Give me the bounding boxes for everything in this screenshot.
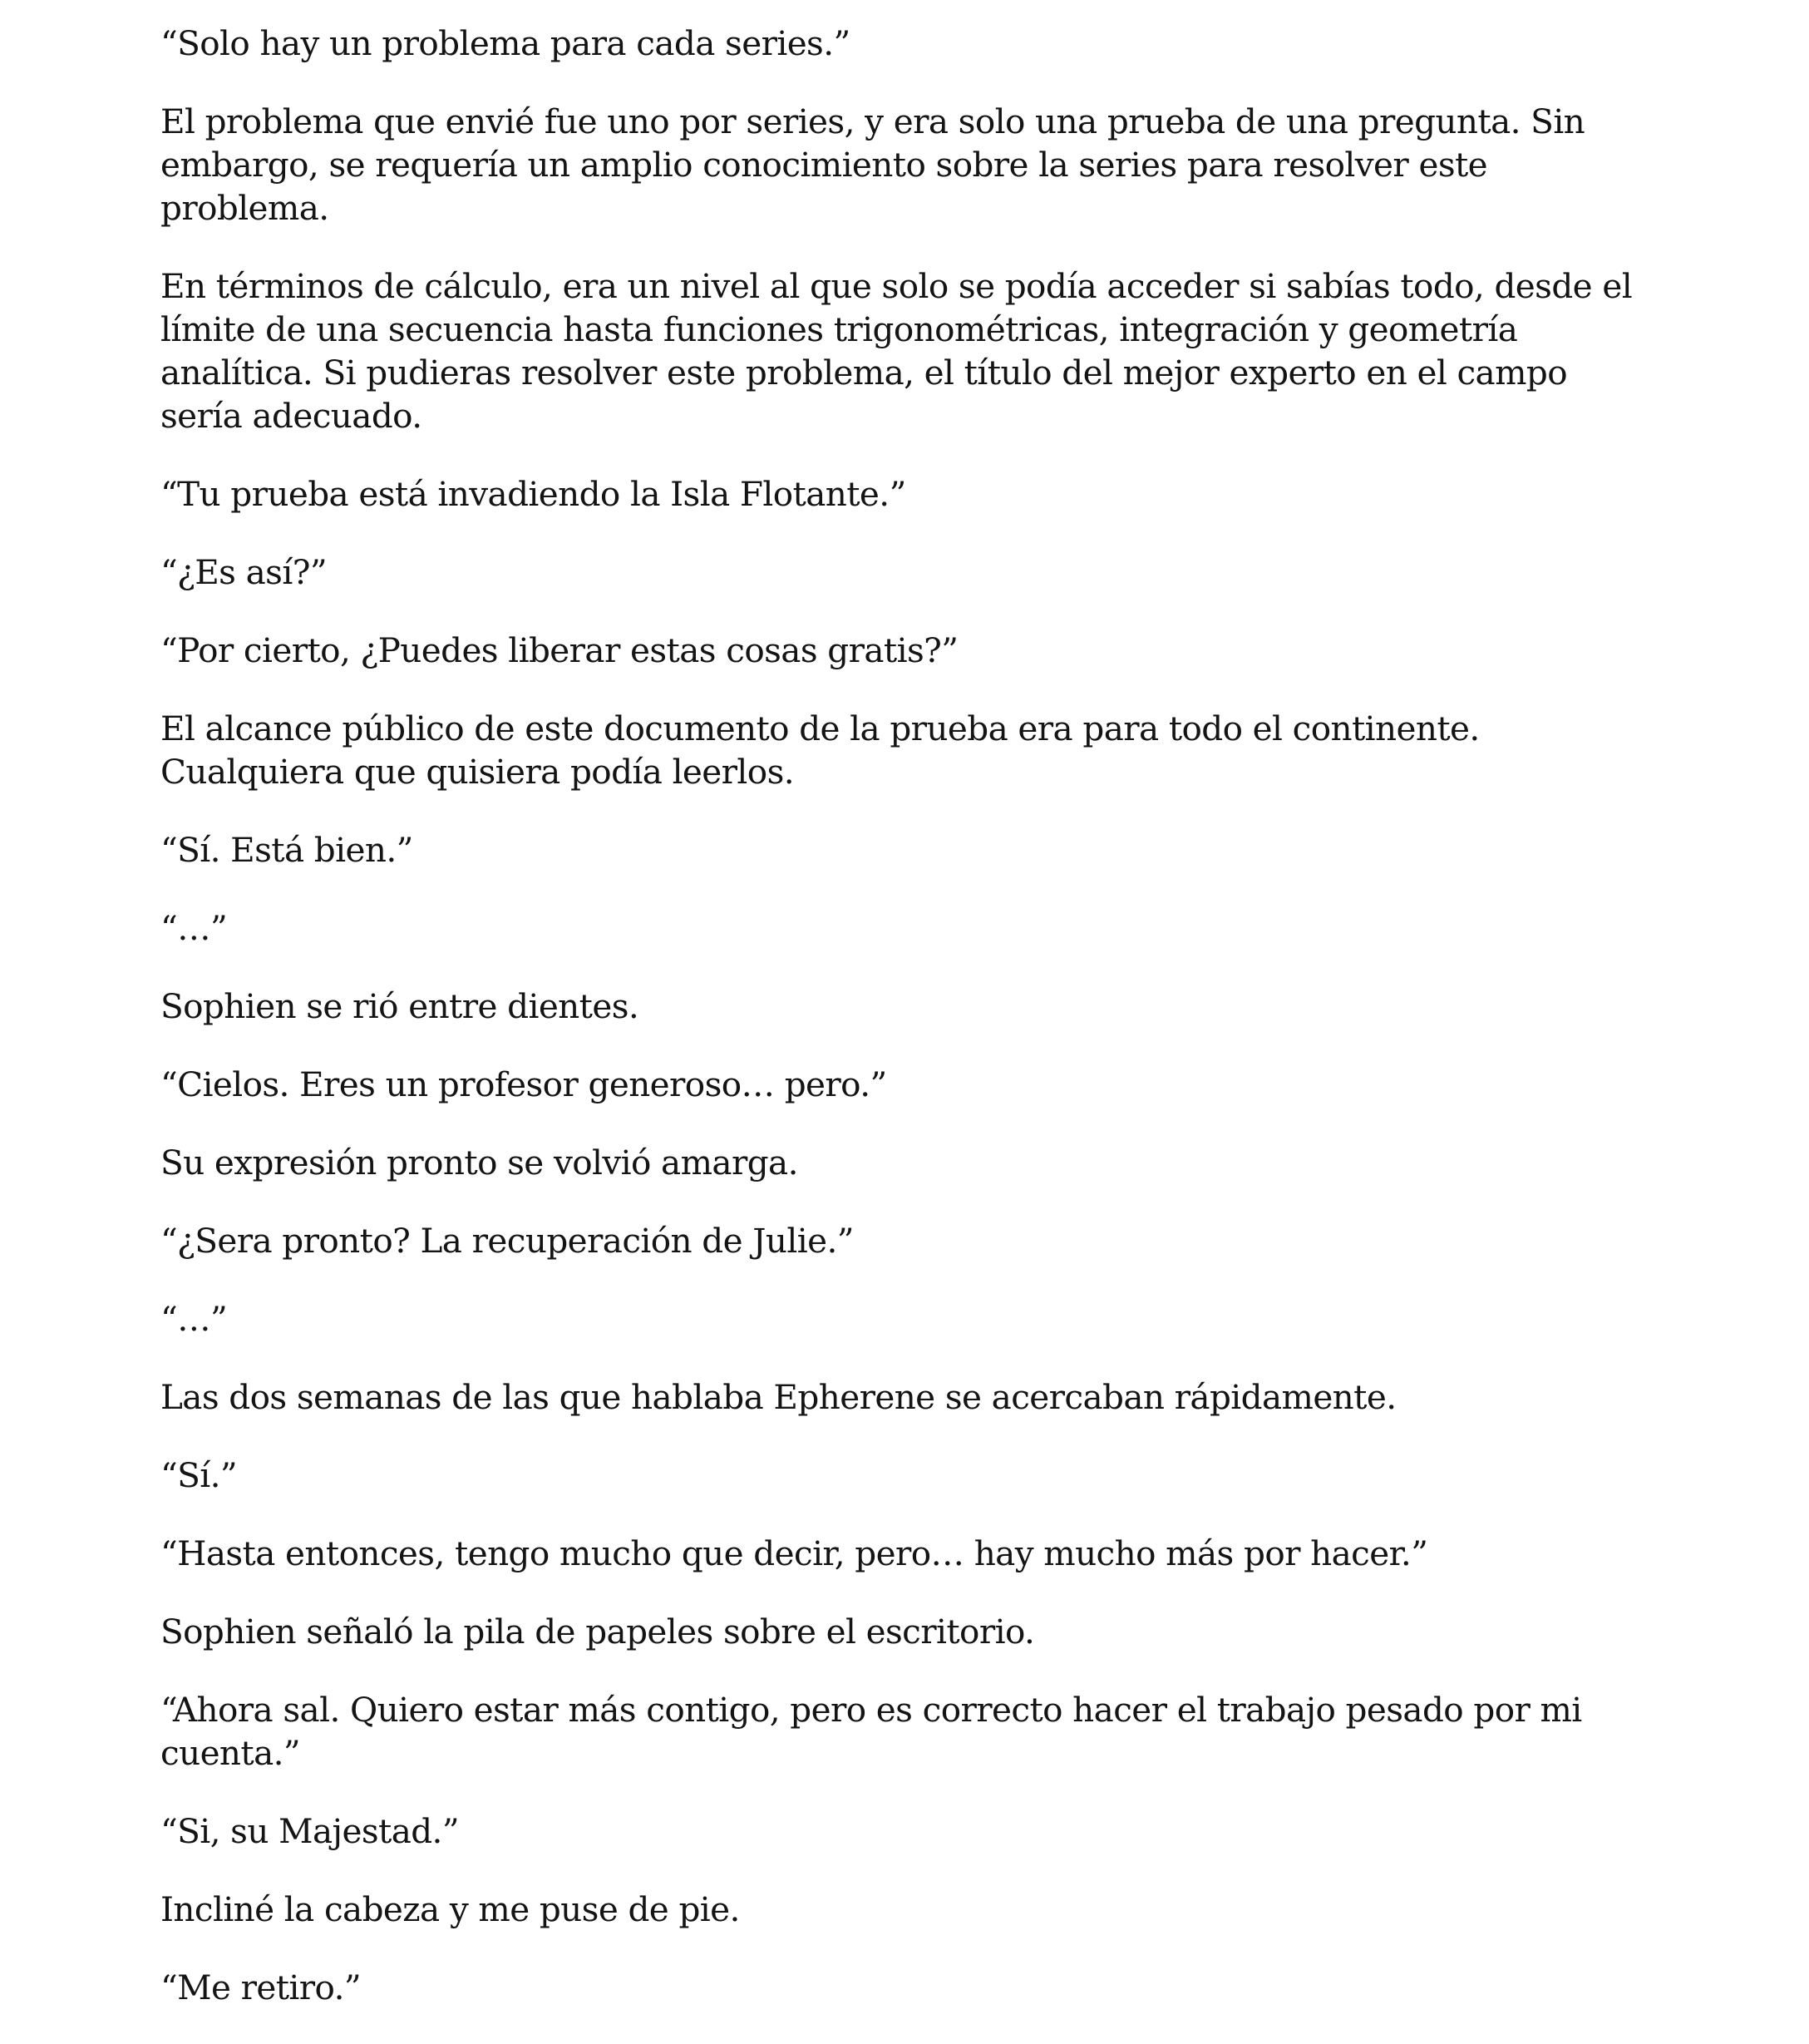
paragraph: “…” — [160, 908, 228, 948]
paragraph: El alcance público de este documento de la prueba era para todo el continente. Cualquiera que quisiera podía leerlos. — [160, 708, 1480, 792]
paragraph: Sophien se rió entre dientes. — [160, 986, 639, 1026]
paragraph: “Tu prueba está invadiendo la Isla Flotante.” — [160, 474, 906, 514]
paragraph: “¿Sera pronto? La recuperación de Julie.” — [160, 1221, 854, 1261]
document-body — [160, 22, 1657, 2044]
paragraph: “Sí. Está bien.” — [160, 830, 413, 870]
paragraph: “Por cierto, ¿Puedes liberar estas cosas gratis?” — [160, 630, 959, 670]
paragraph: Las dos semanas de las que hablaba Epherene se acercaban rápidamente. — [160, 1377, 1397, 1417]
paragraph: Sophien señaló la pila de papeles sobre el escritorio. — [160, 1612, 1035, 1651]
paragraph: “Hasta entonces, tengo mucho que decir, pero… hay mucho más por hacer.” — [160, 1533, 1428, 1573]
paragraph: “Si, su Majestad.” — [160, 1811, 459, 1851]
paragraph: “Sí.” — [160, 1455, 237, 1495]
paragraph: “…” — [160, 1299, 228, 1339]
paragraph: “Cielos. Eres un profesor generoso… pero.” — [160, 1064, 887, 1104]
paragraph: “Ahora sal. Quiero estar más contigo, pero es correcto hacer el trabajo pesado por mi cuenta.” — [160, 1690, 1582, 1773]
paragraph: “¿Es así?” — [160, 552, 327, 592]
paragraph: “Solo hay un problema para cada series.” — [160, 23, 850, 63]
paragraph: El problema que envié fue uno por series, y era solo una prueba de una pregunta. Sin embargo, se requería un amplio conocimiento sobre la series para resolver este problema. — [160, 101, 1585, 228]
paragraph: “Me retiro.” — [160, 1967, 361, 2007]
paragraph: Incliné la cabeza y me puse de pie. — [160, 1889, 740, 1929]
paragraph: Su expresión pronto se volvió amarga. — [160, 1143, 798, 1182]
paragraph: En términos de cálculo, era un nivel al que solo se podía acceder si sabías todo, desde el límite de una secuencia hasta funciones trigonométricas, integración y geometría analítica. Si pudieras resolver este problema, el título del mejor experto en el campo sería adecuado. — [160, 266, 1633, 436]
